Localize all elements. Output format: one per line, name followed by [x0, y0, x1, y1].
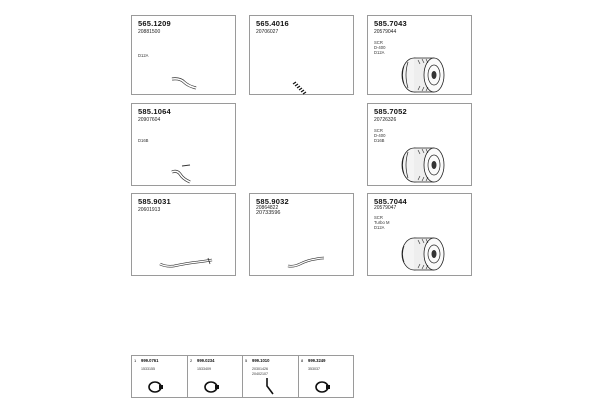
- silencer-illustration: [398, 146, 448, 184]
- accessory-item[interactable]: [188, 356, 243, 397]
- part-note: D16B: [138, 138, 149, 143]
- accessory-code: 999.0761: [141, 358, 159, 363]
- part-note: SCR D-400 D12A: [374, 40, 386, 55]
- accessory-index: 5: [245, 358, 248, 363]
- part-note: SCR Turbo M D12A: [374, 215, 390, 230]
- part-reference: 20881500: [138, 29, 161, 35]
- accessory-code: 999.0234: [197, 358, 215, 363]
- exhaust-pipe-illustration: [168, 162, 198, 186]
- accessory-index: 1: [134, 358, 137, 363]
- part-card-585-9031[interactable]: [131, 193, 236, 276]
- part-card-565-1209[interactable]: [131, 15, 236, 95]
- part-code: 565.1209: [138, 19, 171, 28]
- clamp-icon: [313, 379, 331, 395]
- part-reference: 20726326: [374, 117, 397, 123]
- accessory-reference: 20301426 20402107: [252, 367, 268, 376]
- accessory-code: 999.3249: [308, 358, 326, 363]
- part-reference-alt: 20733596: [256, 210, 281, 216]
- part-reference: 20907604: [138, 117, 161, 123]
- part-code: 585.7052: [374, 107, 407, 116]
- part-note: D12A: [138, 53, 149, 58]
- clamp-icon: [202, 379, 220, 395]
- part-code: 585.7044: [374, 197, 407, 206]
- part-code: 565.4016: [256, 19, 289, 28]
- silencer-illustration: [398, 236, 448, 272]
- exhaust-pipe-illustration: [170, 74, 200, 94]
- accessory-index: 2: [190, 358, 193, 363]
- accessory-index: 8: [301, 358, 304, 363]
- part-reference: 20579044: [374, 29, 397, 35]
- part-reference: 20579047: [374, 205, 397, 211]
- part-card-585-7052[interactable]: [367, 103, 472, 186]
- tailpipe-illustration: [286, 254, 326, 272]
- part-code: 585.9032: [256, 197, 289, 206]
- part-code: 585.7043: [374, 19, 407, 28]
- accessory-item[interactable]: [299, 356, 354, 397]
- part-reference: 20601913: [138, 207, 161, 213]
- bracket-icon: [263, 376, 277, 396]
- silencer-illustration: [398, 56, 448, 94]
- accessory-reference: 1533155: [141, 367, 155, 371]
- part-card-565-4016[interactable]: [249, 15, 354, 95]
- accessory-code: 999.1010: [252, 358, 270, 363]
- part-card-585-7044[interactable]: [367, 193, 472, 276]
- part-card-585-9032[interactable]: [249, 193, 354, 276]
- accessories-strip: [131, 355, 354, 398]
- part-code: 585.9031: [138, 197, 171, 206]
- part-card-585-7043[interactable]: [367, 15, 472, 95]
- accessory-reference: 1533409: [197, 367, 211, 371]
- flex-hose-illustration: [290, 78, 314, 96]
- part-reference: 20864822: [256, 205, 279, 211]
- part-note: SCR D-400 D16B: [374, 128, 386, 143]
- part-reference: 20706027: [256, 29, 279, 35]
- clamp-icon: [146, 379, 164, 395]
- accessory-item[interactable]: [243, 356, 299, 397]
- accessory-item[interactable]: [132, 356, 188, 397]
- accessory-reference: 353037: [308, 367, 320, 371]
- tailpipe-illustration: [158, 256, 214, 272]
- part-code: 585.1064: [138, 107, 171, 116]
- part-card-585-1064[interactable]: [131, 103, 236, 186]
